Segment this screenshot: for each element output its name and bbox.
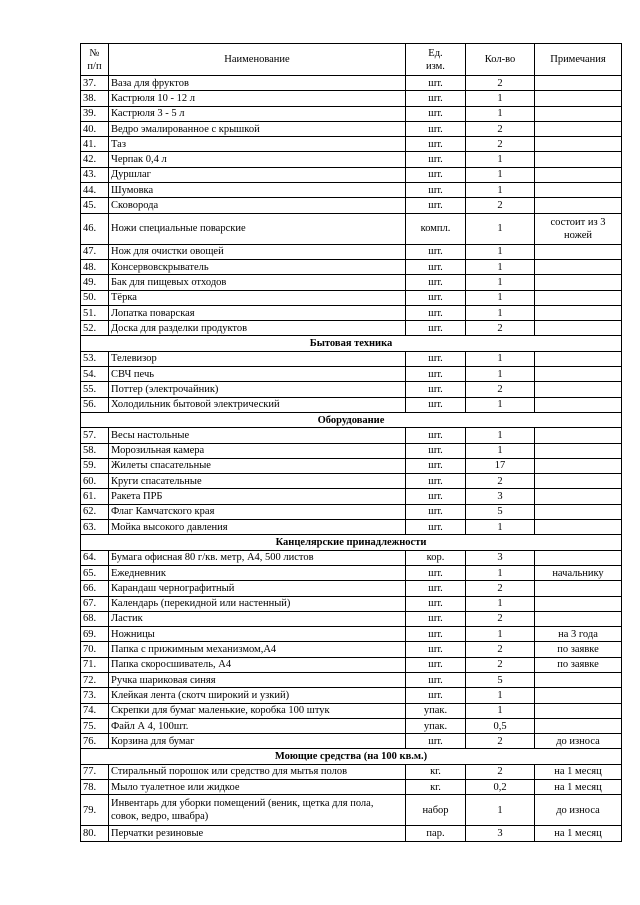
item-unit: пар. (406, 826, 466, 841)
table-row (81, 718, 622, 733)
header-note: Примечания (535, 44, 622, 76)
row-number: 79. (81, 795, 109, 826)
item-name: Перчатки резиновые (109, 826, 406, 841)
table-row (81, 198, 622, 213)
row-number: 60. (81, 474, 109, 489)
item-name: Консервовскрыватель (109, 259, 406, 274)
item-quantity: 1 (466, 443, 535, 458)
item-note (535, 91, 622, 106)
item-name: Ручка шариковая синяя (109, 672, 406, 687)
item-unit: шт. (406, 397, 466, 412)
item-name: Кастрюля 10 - 12 л (109, 91, 406, 106)
item-unit: шт. (406, 198, 466, 213)
item-name: Шумовка (109, 183, 406, 198)
item-unit: шт. (406, 382, 466, 397)
item-unit: шт. (406, 657, 466, 672)
item-quantity: 1 (466, 213, 535, 244)
table-row (81, 520, 622, 535)
section-title: Канцелярские принадлежности (81, 535, 622, 550)
item-unit: шт. (406, 167, 466, 182)
item-note (535, 106, 622, 121)
row-number: 40. (81, 121, 109, 136)
item-note: состоит из 3 ножей (535, 213, 622, 244)
item-unit: кг. (406, 764, 466, 779)
item-note (535, 520, 622, 535)
row-number: 41. (81, 137, 109, 152)
item-note (535, 489, 622, 504)
item-quantity: 1 (466, 703, 535, 718)
table-row (81, 244, 622, 259)
item-name: Ножи специальные поварские (109, 213, 406, 244)
item-note (535, 611, 622, 626)
item-name: Ножницы (109, 627, 406, 642)
item-unit: шт. (406, 458, 466, 473)
header-unit: Ед. изм. (406, 44, 466, 76)
row-number: 76. (81, 734, 109, 749)
item-name: Тёрка (109, 290, 406, 305)
table-row (81, 397, 622, 412)
item-quantity: 1 (466, 596, 535, 611)
row-number: 47. (81, 244, 109, 259)
table-row (81, 780, 622, 795)
table-row (81, 121, 622, 136)
row-number: 63. (81, 520, 109, 535)
item-unit: компл. (406, 213, 466, 244)
item-quantity: 1 (466, 275, 535, 290)
item-quantity: 5 (466, 504, 535, 519)
item-quantity: 1 (466, 244, 535, 259)
item-quantity: 1 (466, 428, 535, 443)
item-unit: шт. (406, 290, 466, 305)
table-row (81, 167, 622, 182)
item-unit: шт. (406, 275, 466, 290)
table-row (81, 91, 622, 106)
item-quantity: 2 (466, 764, 535, 779)
item-quantity: 1 (466, 183, 535, 198)
item-quantity: 1 (466, 167, 535, 182)
row-number: 61. (81, 489, 109, 504)
table-row (81, 259, 622, 274)
item-unit: шт. (406, 504, 466, 519)
table-row (81, 657, 622, 672)
item-quantity: 1 (466, 259, 535, 274)
item-note (535, 351, 622, 366)
section-title: Бытовая техника (81, 336, 622, 351)
item-unit: шт. (406, 520, 466, 535)
item-unit: шт. (406, 121, 466, 136)
item-unit: набор (406, 795, 466, 826)
item-name: Холодильник бытовой электрический (109, 397, 406, 412)
item-quantity: 17 (466, 458, 535, 473)
item-quantity: 1 (466, 688, 535, 703)
row-number: 58. (81, 443, 109, 458)
section-row (81, 749, 622, 764)
item-quantity: 1 (466, 91, 535, 106)
table-row (81, 152, 622, 167)
row-number: 56. (81, 397, 109, 412)
item-note (535, 183, 622, 198)
row-number: 38. (81, 91, 109, 106)
item-name: Круги спасательные (109, 474, 406, 489)
item-unit: шт. (406, 106, 466, 121)
item-name: Мойка высокого давления (109, 520, 406, 535)
row-number: 74. (81, 703, 109, 718)
table-row (81, 795, 622, 826)
item-quantity: 1 (466, 305, 535, 320)
table-row (81, 734, 622, 749)
row-number: 50. (81, 290, 109, 305)
table-row (81, 565, 622, 580)
item-unit: шт. (406, 581, 466, 596)
item-note: до износа (535, 795, 622, 826)
section-row (81, 535, 622, 550)
item-name: Мыло туалетное или жидкое (109, 780, 406, 795)
item-note: по заявке (535, 657, 622, 672)
row-number: 54. (81, 367, 109, 382)
item-unit: кг. (406, 780, 466, 795)
item-name: Ластик (109, 611, 406, 626)
item-note (535, 152, 622, 167)
row-number: 78. (81, 780, 109, 795)
item-name: Поттер (электрочайник) (109, 382, 406, 397)
item-unit: шт. (406, 91, 466, 106)
row-number: 55. (81, 382, 109, 397)
item-name: Календарь (перекидной или настенный) (109, 596, 406, 611)
header-qty: Кол-во (466, 44, 535, 76)
row-number: 77. (81, 764, 109, 779)
row-number: 65. (81, 565, 109, 580)
table-row (81, 275, 622, 290)
item-name: Папка с прижимным механизмом,А4 (109, 642, 406, 657)
row-number: 68. (81, 611, 109, 626)
item-note (535, 550, 622, 565)
item-note (535, 244, 622, 259)
item-unit: шт. (406, 474, 466, 489)
item-unit: шт. (406, 596, 466, 611)
item-note (535, 688, 622, 703)
item-unit: упак. (406, 718, 466, 733)
item-name: Нож для очистки овощей (109, 244, 406, 259)
item-quantity: 2 (466, 581, 535, 596)
item-name: СВЧ печь (109, 367, 406, 382)
item-unit: шт. (406, 152, 466, 167)
item-unit: упак. (406, 703, 466, 718)
item-quantity: 3 (466, 489, 535, 504)
item-note (535, 76, 622, 91)
table-row (81, 382, 622, 397)
table-row (81, 305, 622, 320)
table-row (81, 137, 622, 152)
row-number: 39. (81, 106, 109, 121)
item-unit: шт. (406, 321, 466, 336)
item-quantity: 2 (466, 642, 535, 657)
table-row (81, 688, 622, 703)
table-row (81, 826, 622, 841)
item-name: Стиральный порошок или средство для мытья полов (109, 764, 406, 779)
item-note (535, 443, 622, 458)
item-note (535, 397, 622, 412)
item-name: Инвентарь для уборки помещений (веник, щетка для пола, совок, ведро, швабра) (109, 795, 406, 826)
item-note (535, 259, 622, 274)
item-name: Скрепки для бумаг маленькие, коробка 100 штук (109, 703, 406, 718)
header-row (81, 44, 622, 76)
row-number: 67. (81, 596, 109, 611)
item-name: Бак для пищевых отходов (109, 275, 406, 290)
item-quantity: 3 (466, 550, 535, 565)
item-unit: шт. (406, 672, 466, 687)
row-number: 59. (81, 458, 109, 473)
item-note (535, 428, 622, 443)
table-row (81, 703, 622, 718)
row-number: 75. (81, 718, 109, 733)
row-number: 80. (81, 826, 109, 841)
table-row (81, 489, 622, 504)
item-quantity: 1 (466, 106, 535, 121)
item-note (535, 474, 622, 489)
item-name: Клейкая лента (скотч широкий и узкий) (109, 688, 406, 703)
item-name: Весы настольные (109, 428, 406, 443)
item-note (535, 121, 622, 136)
table-row (81, 351, 622, 366)
item-note: начальнику (535, 565, 622, 580)
item-quantity: 2 (466, 611, 535, 626)
row-number: 46. (81, 213, 109, 244)
table-row (81, 672, 622, 687)
header-name: Наименование (109, 44, 406, 76)
item-note (535, 321, 622, 336)
item-name: Таз (109, 137, 406, 152)
item-name: Черпак 0,4 л (109, 152, 406, 167)
item-note (535, 504, 622, 519)
item-unit: шт. (406, 611, 466, 626)
item-name: Жилеты спасательные (109, 458, 406, 473)
item-quantity: 1 (466, 565, 535, 580)
row-number: 45. (81, 198, 109, 213)
item-name: Папка скоросшиватель, А4 (109, 657, 406, 672)
item-unit: шт. (406, 351, 466, 366)
item-note (535, 367, 622, 382)
item-name: Морозильная камера (109, 443, 406, 458)
item-quantity: 1 (466, 367, 535, 382)
item-unit: шт. (406, 76, 466, 91)
item-quantity: 2 (466, 734, 535, 749)
item-quantity: 2 (466, 121, 535, 136)
row-number: 64. (81, 550, 109, 565)
item-note (535, 305, 622, 320)
item-quantity: 2 (466, 76, 535, 91)
item-name: Ежедневник (109, 565, 406, 580)
table-row (81, 76, 622, 91)
item-quantity: 2 (466, 198, 535, 213)
item-note (535, 672, 622, 687)
item-quantity: 1 (466, 351, 535, 366)
section-row (81, 336, 622, 351)
row-number: 49. (81, 275, 109, 290)
item-name: Лопатка поварская (109, 305, 406, 320)
table-row (81, 764, 622, 779)
item-name: Файл А 4, 100шт. (109, 718, 406, 733)
item-unit: шт. (406, 642, 466, 657)
row-number: 69. (81, 627, 109, 642)
row-number: 66. (81, 581, 109, 596)
table-row (81, 627, 622, 642)
item-quantity: 0,5 (466, 718, 535, 733)
item-unit: кор. (406, 550, 466, 565)
row-number: 44. (81, 183, 109, 198)
item-note (535, 703, 622, 718)
section-title: Моющие средства (на 100 кв.м.) (81, 749, 622, 764)
item-name: Дуршлаг (109, 167, 406, 182)
item-name: Ваза для фруктов (109, 76, 406, 91)
table-row (81, 443, 622, 458)
row-number: 51. (81, 305, 109, 320)
item-quantity: 1 (466, 397, 535, 412)
item-name: Ведро эмалированное с крышкой (109, 121, 406, 136)
item-quantity: 2 (466, 321, 535, 336)
item-name: Бумага офисная 80 г/кв. метр, А4, 500 листов (109, 550, 406, 565)
item-quantity: 3 (466, 826, 535, 841)
item-name: Ракета ПРБ (109, 489, 406, 504)
row-number: 42. (81, 152, 109, 167)
table-body (81, 76, 622, 842)
item-note: на 3 года (535, 627, 622, 642)
item-note (535, 198, 622, 213)
table-row (81, 290, 622, 305)
table-row (81, 504, 622, 519)
item-name: Сковорода (109, 198, 406, 213)
header-num: № п/п (81, 44, 109, 76)
item-unit: шт. (406, 428, 466, 443)
table-row (81, 642, 622, 657)
item-note (535, 596, 622, 611)
item-note: на 1 месяц (535, 764, 622, 779)
item-unit: шт. (406, 244, 466, 259)
item-unit: шт. (406, 688, 466, 703)
row-number: 70. (81, 642, 109, 657)
item-unit: шт. (406, 137, 466, 152)
row-number: 52. (81, 321, 109, 336)
item-note: на 1 месяц (535, 826, 622, 841)
table-row (81, 550, 622, 565)
item-unit: шт. (406, 259, 466, 274)
item-note: на 1 месяц (535, 780, 622, 795)
item-note (535, 137, 622, 152)
item-quantity: 1 (466, 627, 535, 642)
row-number: 53. (81, 351, 109, 366)
item-quantity: 2 (466, 382, 535, 397)
item-quantity: 2 (466, 474, 535, 489)
table-row (81, 106, 622, 121)
item-name: Карандаш чернографитный (109, 581, 406, 596)
table-row (81, 474, 622, 489)
item-quantity: 0,2 (466, 780, 535, 795)
table-row (81, 611, 622, 626)
item-quantity: 1 (466, 520, 535, 535)
table-row (81, 581, 622, 596)
table-row (81, 367, 622, 382)
row-number: 43. (81, 167, 109, 182)
section-row (81, 412, 622, 427)
table-row (81, 458, 622, 473)
row-number: 71. (81, 657, 109, 672)
item-note: по заявке (535, 642, 622, 657)
item-unit: шт. (406, 565, 466, 580)
item-note (535, 382, 622, 397)
item-note (535, 167, 622, 182)
item-note (535, 275, 622, 290)
item-name: Доска для разделки продуктов (109, 321, 406, 336)
item-unit: шт. (406, 305, 466, 320)
item-name: Корзина для бумаг (109, 734, 406, 749)
item-note (535, 290, 622, 305)
item-unit: шт. (406, 183, 466, 198)
table-row (81, 213, 622, 244)
item-unit: шт. (406, 627, 466, 642)
item-quantity: 2 (466, 657, 535, 672)
item-note (535, 458, 622, 473)
section-title: Оборудование (81, 412, 622, 427)
table-row (81, 321, 622, 336)
item-name: Флаг Камчатского края (109, 504, 406, 519)
item-unit: шт. (406, 443, 466, 458)
inventory-table (80, 43, 622, 842)
item-note: до износа (535, 734, 622, 749)
item-unit: шт. (406, 489, 466, 504)
item-quantity: 2 (466, 137, 535, 152)
item-quantity: 1 (466, 290, 535, 305)
table-row (81, 183, 622, 198)
table-row (81, 428, 622, 443)
table-row (81, 596, 622, 611)
row-number: 73. (81, 688, 109, 703)
item-quantity: 1 (466, 152, 535, 167)
item-unit: шт. (406, 367, 466, 382)
item-quantity: 5 (466, 672, 535, 687)
row-number: 57. (81, 428, 109, 443)
row-number: 62. (81, 504, 109, 519)
item-name: Телевизор (109, 351, 406, 366)
row-number: 48. (81, 259, 109, 274)
item-unit: шт. (406, 734, 466, 749)
item-quantity: 1 (466, 795, 535, 826)
item-note (535, 718, 622, 733)
row-number: 72. (81, 672, 109, 687)
item-name: Кастрюля 3 - 5 л (109, 106, 406, 121)
row-number: 37. (81, 76, 109, 91)
item-note (535, 581, 622, 596)
